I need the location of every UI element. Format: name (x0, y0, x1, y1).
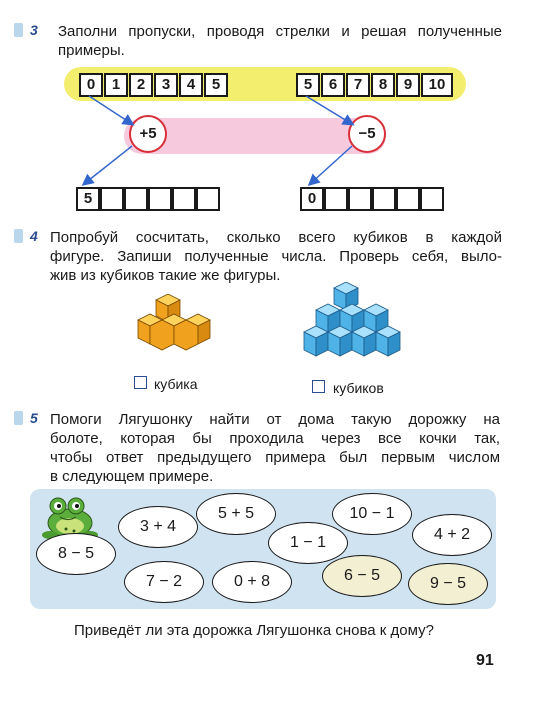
right-answer-cell-4[interactable] (396, 187, 420, 211)
leaf-5-plus-5[interactable]: 5 + 5 (196, 493, 276, 535)
leaf-0-plus-8[interactable]: 0 + 8 (212, 561, 292, 603)
task-5-number: 5 (30, 410, 38, 426)
cubes-right-answer-box[interactable] (312, 380, 325, 393)
left-answer-cell-5[interactable] (196, 187, 220, 211)
left-answer-cell-3[interactable] (148, 187, 172, 211)
blue-cube-figure (300, 282, 412, 368)
leaf-1-minus-1[interactable]: 1 − 1 (268, 522, 348, 564)
leaf-3-plus-4[interactable]: 3 + 4 (118, 506, 198, 548)
top-right-cell-3: 8 (371, 73, 395, 97)
right-answer-cell-5[interactable] (420, 187, 444, 211)
right-answer-cell-0[interactable]: 0 (300, 187, 324, 211)
top-right-cell-1: 6 (321, 73, 345, 97)
task-4-text (50, 228, 502, 285)
orange-cube-figure (134, 294, 214, 358)
task-4-line-2: фигуре. Запиши полученные числа. Проверь себя, выло- (50, 248, 502, 265)
top-left-cell-3: 3 (154, 73, 178, 97)
top-left-cell-0: 0 (79, 73, 103, 97)
arrow-minus-to-answer (310, 146, 352, 184)
top-right-cell-5: 10 (421, 73, 453, 97)
leaf-7-minus-2[interactable]: 7 − 2 (124, 561, 204, 603)
leaf-4-plus-2[interactable]: 4 + 2 (412, 514, 492, 556)
right-answer-cell-3[interactable] (372, 187, 396, 211)
leaf-10-minus-1[interactable]: 10 − 1 (332, 493, 412, 535)
top-right-cell-2: 7 (346, 73, 370, 97)
leaf-6-minus-5[interactable]: 6 − 5 (322, 555, 402, 597)
top-right-cell-0: 5 (296, 73, 320, 97)
right-answer-cell-2[interactable] (348, 187, 372, 211)
top-left-cell-5: 5 (204, 73, 228, 97)
task-5-question: Приведёт ли эта дорожка Лягушонка снова к дому? (74, 622, 434, 639)
left-answer-cell-4[interactable] (172, 187, 196, 211)
task-5-line-3: чтобы ответ предыдущего примера был первым числом (50, 449, 500, 466)
minus-five-circle: −5 (348, 115, 386, 153)
task-4-line-3: жив из кубиков такие же фигуры. (50, 267, 281, 284)
task-5-text (50, 410, 500, 486)
leaf-9-minus-5[interactable]: 9 − 5 (408, 563, 488, 605)
task-3-line-2: примеры. (58, 42, 125, 59)
plus-five-circle: +5 (129, 115, 167, 153)
leaf-8-minus-5[interactable]: 8 − 5 (36, 533, 116, 575)
task-3-line-1: Заполни пропуски, проводя стрелки и решая полученные (58, 23, 502, 40)
task-5-line-1: Помоги Лягушонку найти от дома такую дорожку на (50, 411, 500, 428)
cubes-left-answer-box[interactable] (134, 376, 147, 389)
task-4-number: 4 (30, 228, 38, 244)
top-left-cell-1: 1 (104, 73, 128, 97)
cubes-left-label: кубика (154, 376, 198, 392)
arrow-plus-to-answer (84, 146, 132, 184)
top-right-cell-4: 9 (396, 73, 420, 97)
left-answer-cell-0[interactable]: 5 (76, 187, 100, 211)
page-number: 91 (476, 652, 494, 669)
top-left-cell-2: 2 (129, 73, 153, 97)
task-5-line-2: болоте, которая бы проходила через все кочки так, (50, 430, 500, 447)
task-3-number: 3 (30, 22, 38, 38)
left-answer-cell-2[interactable] (124, 187, 148, 211)
arrow-0-to-plus (89, 96, 132, 124)
task-4-line-1: Попробуй сосчитать, сколько всего кубиков в каждой (50, 229, 502, 246)
top-left-cell-4: 4 (179, 73, 203, 97)
cubes-right-label: кубиков (333, 380, 384, 396)
right-answer-cell-1[interactable] (324, 187, 348, 211)
left-answer-cell-1[interactable] (100, 187, 124, 211)
arrow-5-to-minus (306, 96, 352, 124)
task-5-line-4: в следующем примере. (50, 468, 214, 485)
